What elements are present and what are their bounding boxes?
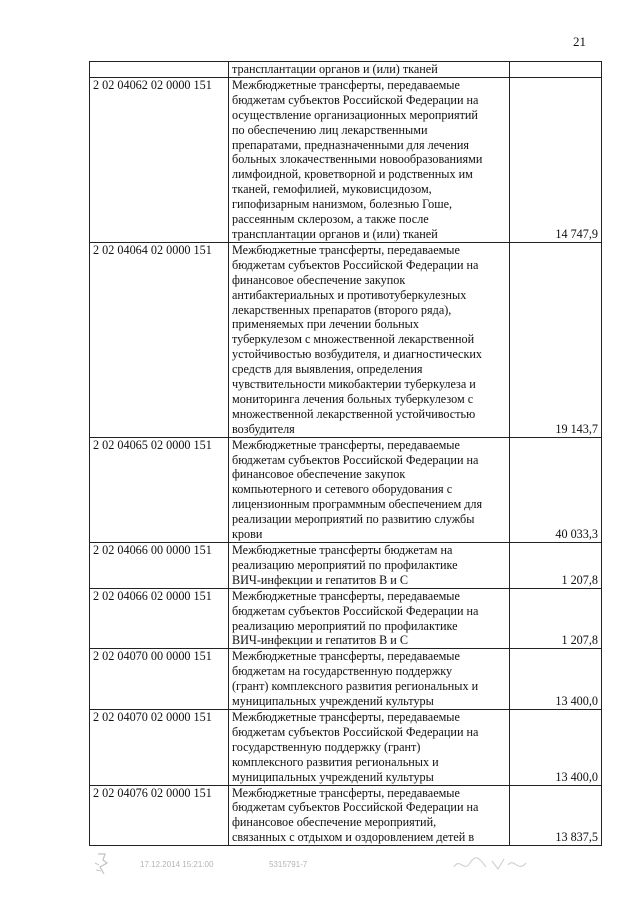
budget-code-cell: 2 02 04065 02 0000 151	[90, 437, 229, 542]
amount-cell: 13 400,0	[510, 709, 602, 785]
description-line: возбудителя	[232, 421, 295, 436]
description-line: гипофизарным нанизмом, болезнью Гоше,	[232, 197, 453, 212]
amount-cell: 1 207,8	[510, 588, 602, 649]
description-cell	[229, 437, 510, 542]
description-line: мониторинга лечения больных туберкулезом с	[232, 391, 474, 406]
description-line: финансовое обеспечение закупок	[232, 272, 406, 287]
description-line: ВИЧ-инфекции и гепатитов В и С	[232, 633, 409, 648]
description-line: Межбюджетные трансферты, передаваемые	[232, 588, 460, 603]
table-row	[90, 77, 602, 242]
description-line: бюджетам субъектов Российской Федерации на	[232, 257, 479, 272]
table-row	[90, 543, 602, 589]
signature-scribble-icon	[452, 853, 532, 877]
budget-code-cell: 2 02 04066 00 0000 151	[90, 543, 229, 589]
description-line: чувствительности микобактерии туберкулеза и	[232, 377, 476, 392]
footer-date: 17.12.2014 15:21:00	[140, 860, 214, 869]
amount-cell: 40 033,3	[510, 437, 602, 542]
description-line: препаратами, предназначенными для лечения	[232, 137, 469, 152]
description-line: лимфоидной, кроветворной и родственных им	[232, 167, 473, 182]
amount-cell: 13 837,5	[510, 785, 602, 846]
description-line: по обеспечению лиц лекарственными	[232, 122, 428, 137]
budget-code-cell: 2 02 04070 00 0000 151	[90, 649, 229, 710]
budget-code-cell: 2 02 04064 02 0000 151	[90, 242, 229, 437]
description-line: (грант) комплексного развития региональных и	[232, 679, 479, 694]
description-line: антибактериальных и противотуберкулезных	[232, 287, 467, 302]
description-line: множественной лекарственной устойчивостью	[232, 406, 476, 421]
description-line: осуществление организационных мероприятий	[232, 107, 478, 122]
table-row	[90, 62, 602, 78]
description-line: Межбюджетные трансферты, передаваемые	[232, 709, 460, 724]
description-line: туберкулезом с множественной лекарственной	[232, 332, 475, 347]
document-footer	[92, 851, 552, 881]
description-line: бюджетам субъектов Российской Федерации на	[232, 800, 479, 815]
description-line: трансплантации органов и (или) тканей	[232, 226, 438, 241]
description-line: бюджетам субъектов Российской Федерации на	[232, 452, 479, 467]
amount-cell: 13 400,0	[510, 649, 602, 710]
description-cell	[229, 77, 510, 242]
description-line: бюджетам субъектов Российской Федерации на	[232, 92, 479, 107]
table-row	[90, 785, 602, 846]
table-row	[90, 437, 602, 542]
description-line: реализацию мероприятий по профилактике	[232, 557, 458, 572]
description-line: устойчивостью возбудителя, и диагностических	[232, 347, 482, 362]
description-line: больных злокачественными новообразованиями	[232, 152, 483, 167]
table-row	[90, 588, 602, 649]
description-line: рассеянным склерозом, а также после	[232, 212, 429, 227]
description-line: Межбюджетные трансферты, передаваемые	[232, 785, 460, 800]
description-line: тканей, гемофилией, муковисцидозом,	[232, 182, 432, 197]
amount-cell	[510, 62, 602, 78]
description-line: средств для выявления, определения	[232, 362, 423, 377]
footer-document-number: 5315791-7	[269, 860, 308, 869]
description-line: муниципальных учреждений культуры	[232, 694, 434, 709]
description-line: Межбюджетные трансферты, передаваемые	[232, 77, 460, 92]
table-row	[90, 649, 602, 710]
description-cell	[229, 649, 510, 710]
description-line: государственную поддержку (грант)	[232, 739, 421, 754]
description-line: трансплантации органов и (или) тканей	[232, 62, 438, 76]
budget-code-cell: 2 02 04076 02 0000 151	[90, 785, 229, 846]
page-number: 21	[573, 34, 586, 49]
description-line: применяемых при лечении больных	[232, 317, 419, 332]
amount-cell: 19 143,7	[510, 242, 602, 437]
description-cell	[229, 588, 510, 649]
description-line: Межбюджетные трансферты, передаваемые	[232, 437, 460, 452]
description-line: Межбюджетные трансферты бюджетам на	[232, 543, 453, 557]
description-line: муниципальных учреждений культуры	[232, 769, 434, 784]
budget-table	[89, 61, 602, 846]
description-cell	[229, 242, 510, 437]
description-cell	[229, 543, 510, 589]
description-line: реализацию мероприятий по профилактике	[232, 618, 458, 633]
description-cell	[229, 709, 510, 785]
description-line: финансовое обеспечение закупок	[232, 467, 406, 482]
description-line: лицензионным программным обеспечением для	[232, 497, 483, 512]
budget-code-cell: 2 02 04070 02 0000 151	[90, 709, 229, 785]
budget-code-cell: 2 02 04066 02 0000 151	[90, 588, 229, 649]
description-line: крови	[232, 527, 263, 542]
amount-cell: 1 207,8	[510, 543, 602, 589]
description-cell	[229, 62, 510, 78]
description-line: Межбюджетные трансферты, передаваемые	[232, 242, 460, 257]
table-row	[90, 709, 602, 785]
table-row	[90, 242, 602, 437]
description-line: бюджетам субъектов Российской Федерации на	[232, 724, 479, 739]
description-line: реализации мероприятий по развитию службы	[232, 512, 475, 527]
description-line: ВИЧ-инфекции и гепатитов В и С	[232, 572, 409, 587]
amount-cell: 14 747,9	[510, 77, 602, 242]
description-line: лекарственных препаратов (второго ряда),	[232, 302, 452, 317]
description-line: связанных с отдыхом и оздоровлением детей в	[232, 830, 475, 845]
description-line: комплексного развития региональных и	[232, 754, 439, 769]
description-line: бюджетам на государственную поддержку	[232, 664, 453, 679]
description-line: Межбюджетные трансферты, передаваемые	[232, 649, 460, 664]
budget-code-cell: 2 02 04062 02 0000 151	[90, 77, 229, 242]
stamp-mark-icon	[92, 851, 112, 877]
description-line: компьютерного и сетевого оборудования с	[232, 482, 453, 497]
description-line: финансовое обеспечение мероприятий,	[232, 815, 437, 830]
description-cell	[229, 785, 510, 846]
description-line: бюджетам субъектов Российской Федерации на	[232, 603, 479, 618]
budget-code-cell	[90, 62, 229, 78]
